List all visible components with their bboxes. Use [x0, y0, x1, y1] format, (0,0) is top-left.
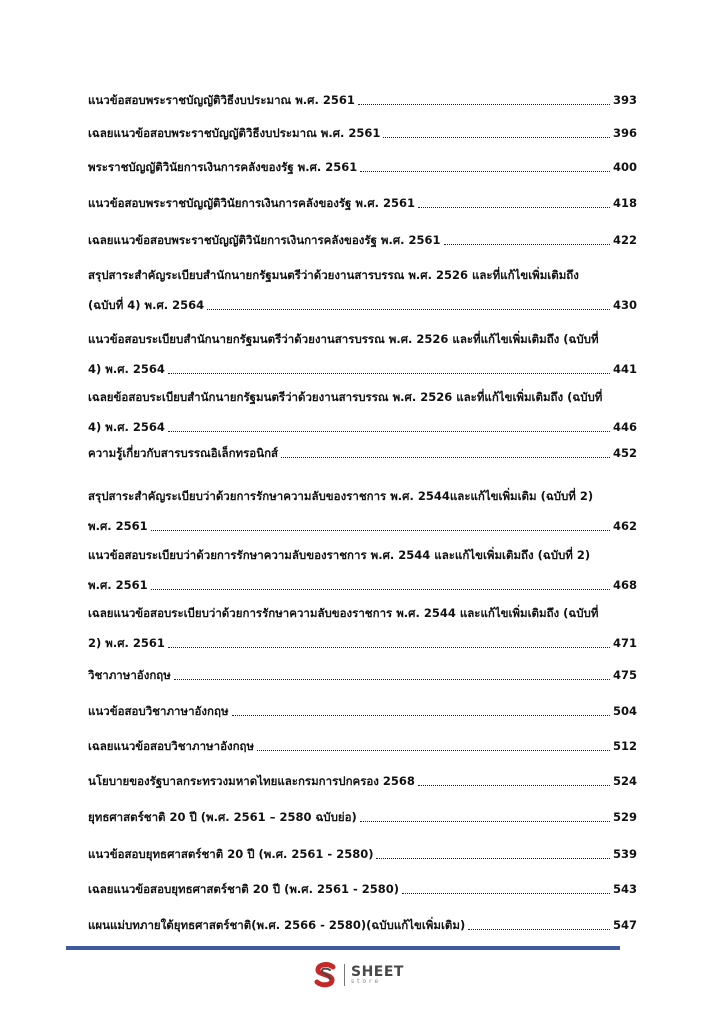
- toc-entry[interactable]: [88, 263, 637, 317]
- toc-page-number: 468: [612, 578, 637, 592]
- dot-leader: [360, 821, 610, 822]
- toc-entry[interactable]: [88, 155, 637, 179]
- toc-page-number: 512: [612, 739, 637, 753]
- toc-entry[interactable]: [88, 805, 637, 829]
- dot-leader: [281, 457, 610, 458]
- sheet-store-logo: [312, 960, 422, 990]
- toc-entry[interactable]: [88, 191, 637, 215]
- toc-page-number: 396: [612, 126, 637, 140]
- logo-text: [351, 965, 404, 985]
- toc-entry[interactable]: [88, 842, 637, 866]
- toc-entry[interactable]: [88, 327, 637, 381]
- toc-page-number: 422: [612, 233, 637, 247]
- toc-page-number: 504: [612, 704, 637, 718]
- dot-leader: [207, 309, 610, 310]
- dot-leader: [151, 530, 610, 531]
- toc-entry-title: วิชาภาษาอังกฤษ: [88, 668, 171, 682]
- dot-leader: [402, 893, 610, 894]
- toc-page-number: 471: [612, 636, 637, 650]
- toc-entry-title: ความรู้เกี่ยวกับสารบรรณอิเล็กทรอนิกส์: [88, 446, 279, 460]
- toc-entry[interactable]: [88, 88, 637, 112]
- toc-page-number: 446: [612, 420, 637, 434]
- toc-entry-title: พ.ศ. 2561: [88, 519, 148, 533]
- toc-page-number: 418: [612, 196, 637, 210]
- toc-entry-title: (ฉบับที่ 4) พ.ศ. 2564: [88, 298, 205, 312]
- toc-entry-title: เฉลยข้อสอบระเบียบสำนักนายกรัฐมนตรีว่าด้วยงานสารบรรณ พ.ศ. 2526 และที่แก้ไขเพิ่มเติมถึง (ฉบับที่: [88, 390, 603, 404]
- toc-entry[interactable]: [88, 441, 637, 465]
- toc-entry-title: 2) พ.ศ. 2561: [88, 636, 165, 650]
- toc-entry-title: 4) พ.ศ. 2564: [88, 362, 165, 376]
- logo-separator: [344, 964, 345, 986]
- dot-leader: [151, 589, 610, 590]
- toc-page-number: 452: [612, 446, 637, 460]
- toc-entry-title: แนวข้อสอบพระราชบัญญัติวิธีงบประมาณ พ.ศ. 2561: [88, 93, 355, 107]
- dot-leader: [383, 137, 610, 138]
- toc-entry[interactable]: [88, 121, 637, 145]
- dot-leader: [168, 647, 610, 648]
- toc-entry[interactable]: [88, 543, 637, 597]
- toc-page-number: 462: [612, 519, 637, 533]
- toc-entry[interactable]: [88, 484, 637, 538]
- toc-page-number: 393: [612, 93, 637, 107]
- toc-entry-title: เฉลยแนวข้อสอบยุทธศาสตร์ชาติ 20 ปี (พ.ศ. 2561 - 2580): [88, 882, 400, 896]
- dot-leader: [418, 785, 610, 786]
- toc-entry-title: เฉลยแนวข้อสอบระเบียบว่าด้วยการรักษาความลับของราชการ พ.ศ. 2544 และแก้ไขเพิ่มเติมถึง (ฉบับที่: [88, 606, 599, 620]
- toc-entry-title: แนวข้อสอบยุทธศาสตร์ชาติ 20 ปี (พ.ศ. 2561 - 2580): [88, 847, 374, 861]
- toc-entry-title: แนวข้อสอบระเบียบว่าด้วยการรักษาความลับของราชการ พ.ศ. 2544 และแก้ไขเพิ่มเติมถึง (ฉบับที่ 2): [88, 548, 591, 562]
- toc-entry-title: ยุทธศาสตร์ชาติ 20 ปี (พ.ศ. 2561 – 2580 ฉบับย่อ): [88, 810, 357, 824]
- toc-entry[interactable]: [88, 663, 637, 687]
- toc-page-number: 539: [612, 847, 637, 861]
- toc-entry-title: แผนแม่บทภายใต้ยุทธศาสตร์ชาติ(พ.ศ. 2566 - 2580)(ฉบับแก้ไขเพิ่มเติม): [88, 918, 466, 932]
- dot-leader: [358, 104, 610, 105]
- toc-page-number: 430: [612, 298, 637, 312]
- toc-entry-title: นโยบายของรัฐบาลกระทรวงมหาดไทยและกรมการปกครอง 2568: [88, 774, 415, 788]
- toc-entry-title: 4) พ.ศ. 2564: [88, 420, 165, 434]
- toc-entry-title: เฉลยแนวข้อสอบพระราชบัญญัติวินัยการเงินการคลังของรัฐ พ.ศ. 2561: [88, 233, 441, 247]
- footer-rule: [66, 946, 620, 950]
- logo-sub: store: [351, 978, 382, 985]
- dot-leader: [168, 431, 610, 432]
- dot-leader: [174, 679, 610, 680]
- toc-entry[interactable]: [88, 913, 637, 937]
- dot-leader: [418, 207, 610, 208]
- toc-page-number: 543: [612, 882, 637, 896]
- toc-entry-title: แนวข้อสอบระเบียบสำนักนายกรัฐมนตรีว่าด้วยงานสารบรรณ พ.ศ. 2526 และที่แก้ไขเพิ่มเติมถึง (ฉบับที่: [88, 332, 599, 346]
- toc-entry[interactable]: [88, 699, 637, 723]
- toc-entry-title: แนวข้อสอบวิชาภาษาอังกฤษ: [88, 704, 229, 718]
- toc-entry-title: แนวข้อสอบพระราชบัญญัติวินัยการเงินการคลังของรัฐ พ.ศ. 2561: [88, 196, 416, 210]
- toc-page-number: 441: [612, 362, 637, 376]
- dot-leader: [468, 929, 610, 930]
- dot-leader: [168, 373, 610, 374]
- logo-brand: SHEET: [351, 964, 404, 980]
- logo-s-icon: [312, 961, 340, 989]
- dot-leader: [444, 244, 610, 245]
- toc-entry[interactable]: [88, 877, 637, 901]
- toc-entry-title: เฉลยแนวข้อสอบวิชาภาษาอังกฤษ: [88, 739, 255, 753]
- dot-leader: [257, 750, 610, 751]
- toc-entry-title: เฉลยแนวข้อสอบพระราชบัญญัติวิธีงบประมาณ พ.ศ. 2561: [88, 126, 381, 140]
- toc-entry[interactable]: [88, 228, 637, 252]
- toc-page-number: 475: [612, 668, 637, 682]
- toc-entry[interactable]: [88, 734, 637, 758]
- toc-entry-title: พ.ศ. 2561: [88, 578, 148, 592]
- toc-page-number: 547: [612, 918, 637, 932]
- dot-leader: [232, 715, 610, 716]
- toc-entry[interactable]: [88, 601, 637, 655]
- toc-page-number: 529: [612, 810, 637, 824]
- toc-entry[interactable]: [88, 769, 637, 793]
- toc-entry-title: พระราชบัญญัติวินัยการเงินการคลังของรัฐ พ.ศ. 2561: [88, 160, 358, 174]
- toc-entry-title: สรุปสาระสำคัญระเบียบว่าด้วยการรักษาความลับของราชการ พ.ศ. 2544และแก้ไขเพิ่มเติม (ฉบับที่ 2): [88, 489, 594, 503]
- dot-leader: [376, 858, 610, 859]
- toc-page-number: 524: [612, 774, 637, 788]
- toc-page-number: 400: [612, 160, 637, 174]
- toc-entry-title: สรุปสาระสำคัญระเบียบสำนักนายกรัฐมนตรีว่าด้วยงานสารบรรณ พ.ศ. 2526 และที่แก้ไขเพิ่มเติมถึง: [88, 268, 579, 282]
- dot-leader: [360, 171, 610, 172]
- toc-entry[interactable]: [88, 385, 637, 439]
